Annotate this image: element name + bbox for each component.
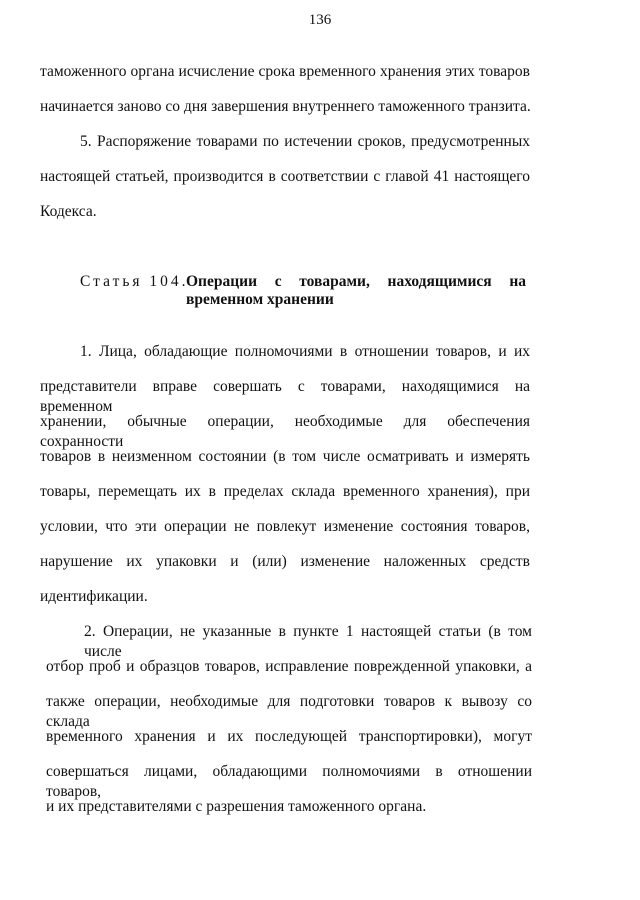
- text-line: настоящей статьей, производится в соответствии с главой 41 настоящего: [40, 168, 530, 185]
- text-line: товаров в неизменном состоянии (в том числе осматривать и измерять: [40, 448, 530, 465]
- text-line: таможенного органа исчисление срока временного хранения этих товаров: [40, 63, 530, 80]
- text-line: 1. Лица, обладающие полномочиями в отношении товаров, и их: [80, 343, 530, 360]
- text-line: товары, перемещать их в пределах склада временного хранения), при: [40, 483, 530, 500]
- text-line: временного хранения и их последующей транспортировки), могут: [46, 728, 532, 745]
- text-line: 5. Распоряжение товарами по истечении сроков, предусмотренных: [80, 133, 530, 150]
- text-line: Кодекса.: [40, 203, 97, 220]
- text-line: отбор проб и образцов товаров, исправление поврежденной упаковки, а: [46, 658, 532, 675]
- text-line: 2. Операции, не указанные в пункте 1 настоящей статьи (в том числе: [84, 623, 532, 660]
- text-line: и их представителями с разрешения таможенного органа.: [46, 798, 427, 815]
- text-line: также операции, необходимые для подготовки товаров к вывозу со склада: [46, 693, 532, 730]
- article-title-line: временном хранении: [186, 291, 334, 308]
- page-number: 136: [308, 12, 332, 28]
- article-title-line: Операции с товарами, находящимися на: [186, 273, 526, 290]
- text-line: хранении, обычные операции, необходимые для обеспечения сохранности: [40, 413, 530, 450]
- text-line: начинается заново со дня завершения внутреннего таможенного транзита.: [40, 98, 531, 115]
- text-line: представители вправе совершать с товарами, находящимися на временном: [40, 378, 530, 415]
- text-line: условии, что эти операции не повлекут изменение состояния товаров,: [40, 518, 530, 535]
- text-line: идентификации.: [40, 588, 148, 605]
- text-line: нарушение их упаковки и (или) изменение наложенных средств: [40, 553, 530, 570]
- text-line: совершаться лицами, обладающими полномочиями в отношении товаров,: [46, 763, 532, 800]
- article-label: Статья 104.: [80, 273, 189, 290]
